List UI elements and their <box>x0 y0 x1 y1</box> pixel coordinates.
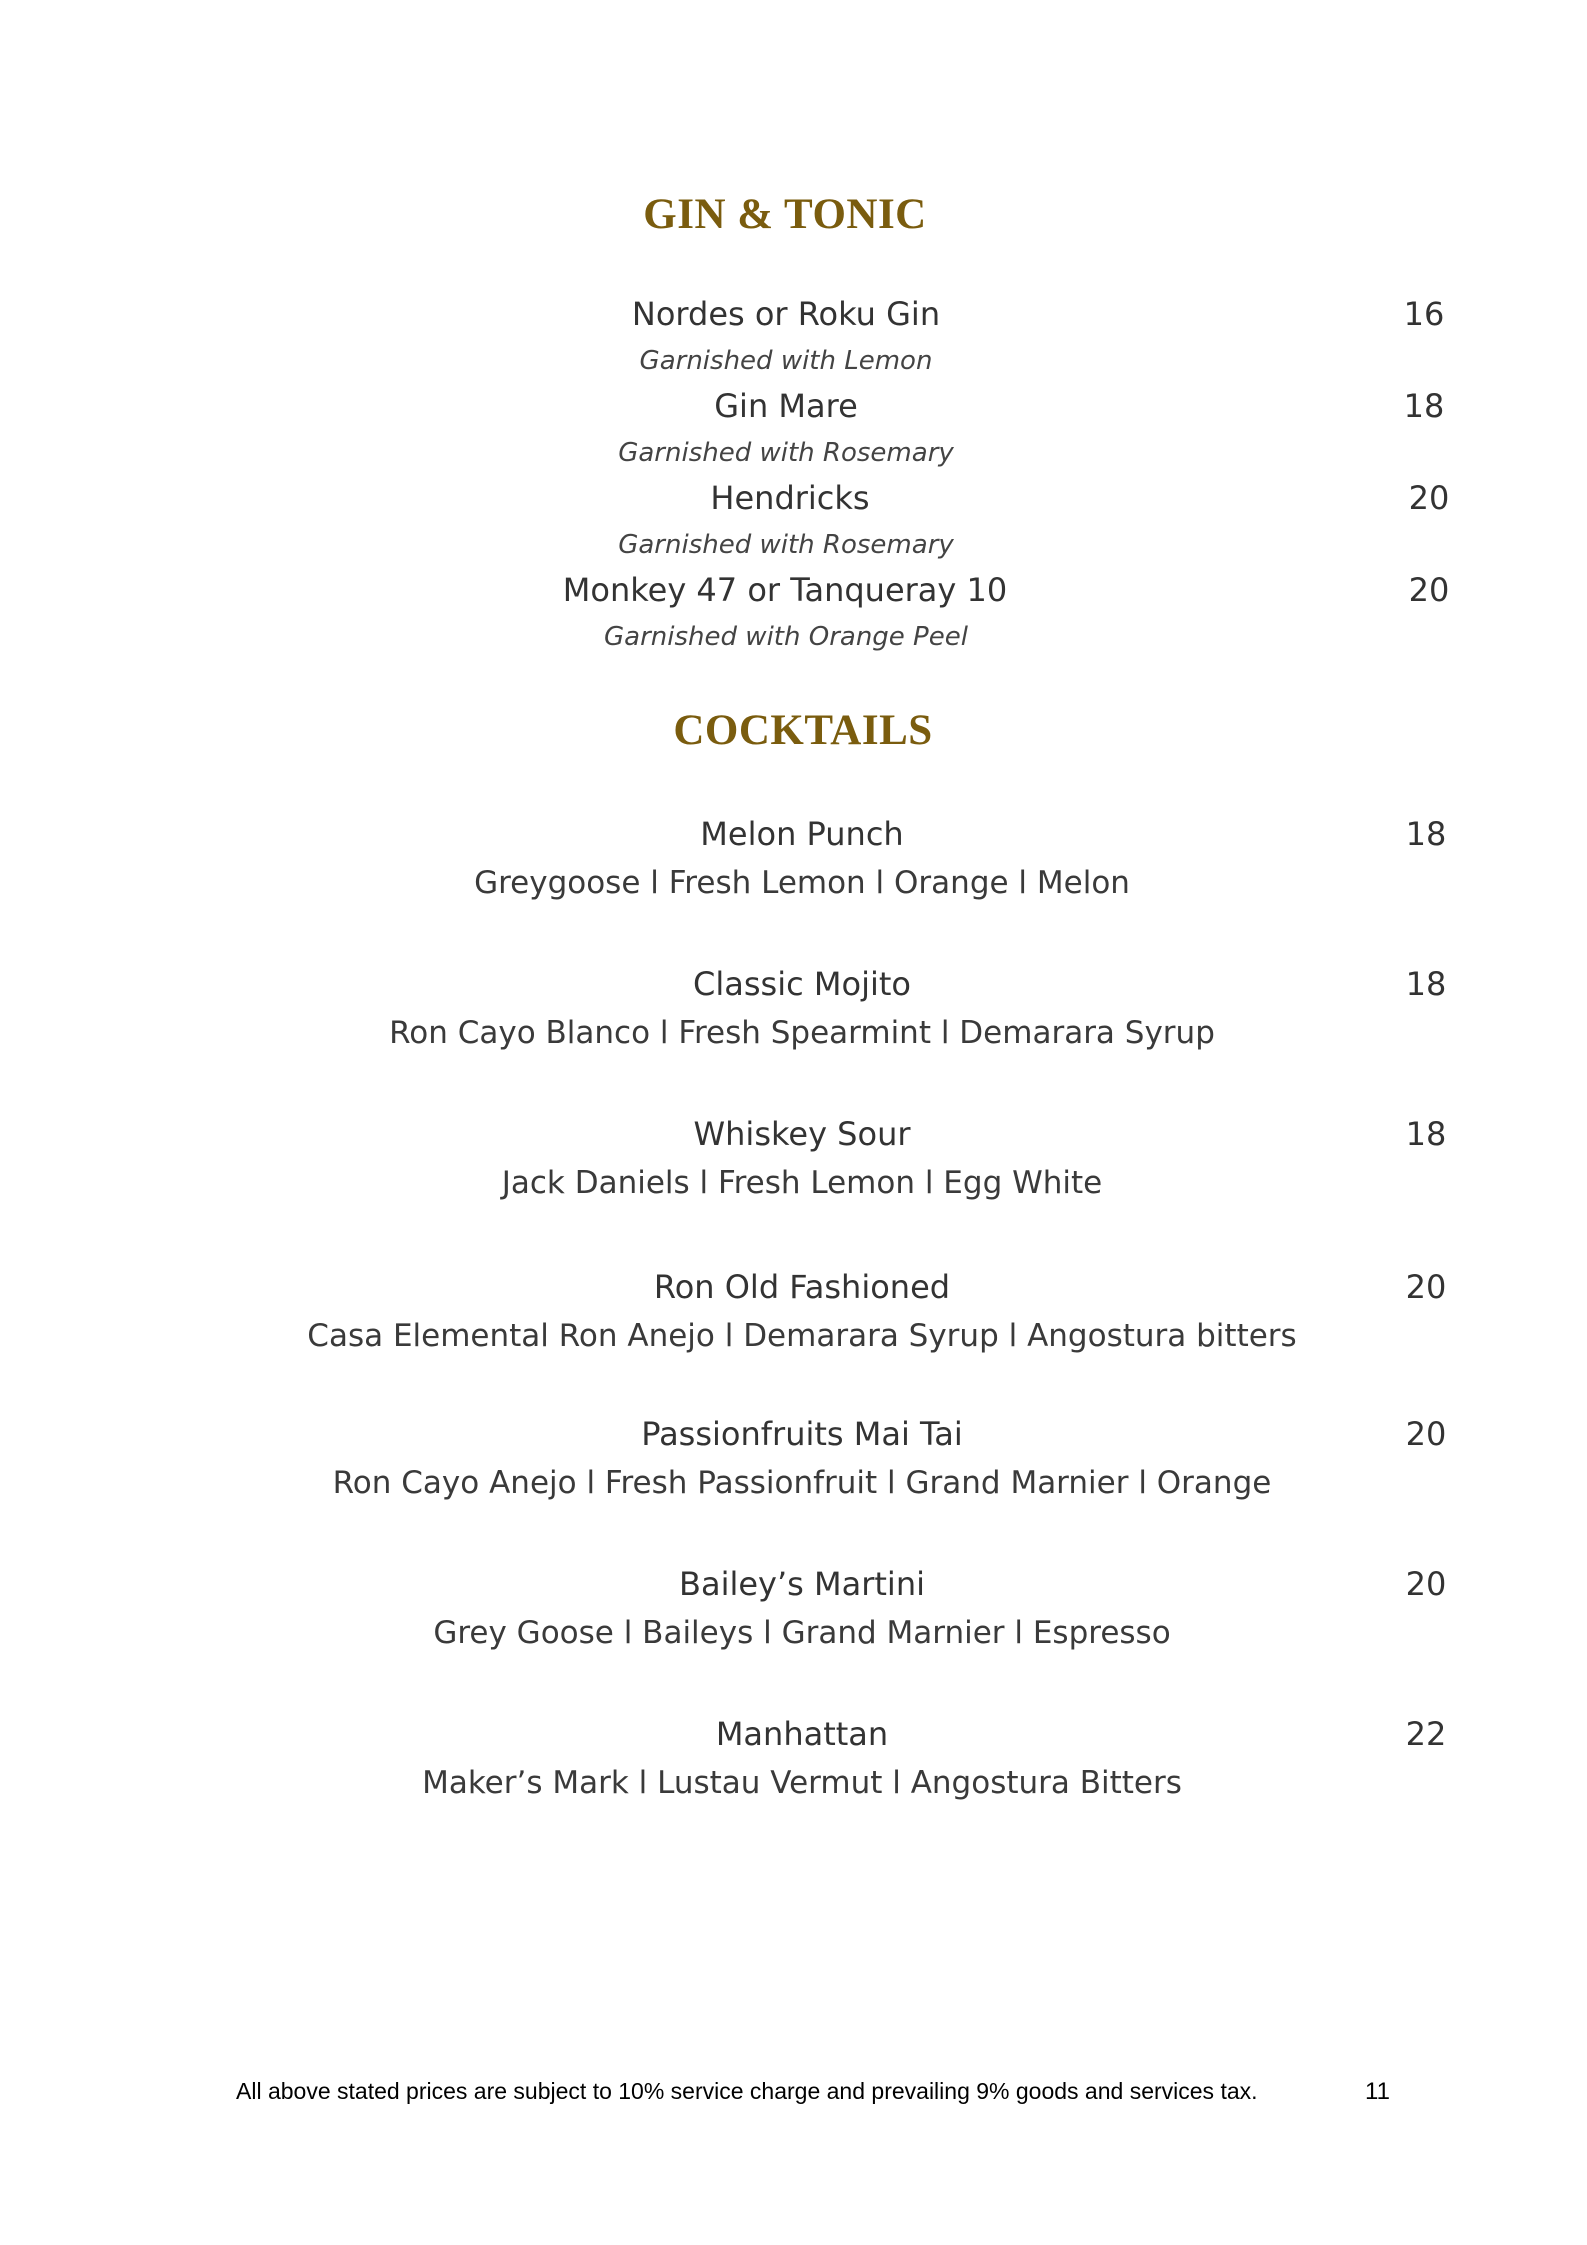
cocktail-price: 18 <box>1405 815 1447 853</box>
cocktail-name: Passionfruits Mai Tai <box>641 1415 963 1453</box>
cocktail-name: Bailey’s Martini <box>679 1565 925 1603</box>
cocktail-price: 20 <box>1405 1565 1447 1603</box>
cocktail-price: 20 <box>1405 1415 1447 1453</box>
gin-item-name: Hendricks <box>710 479 870 517</box>
gin-item-name: Gin Mare <box>714 387 858 425</box>
cocktail-ingredients: Greygoose l Fresh Lemon l Orange l Melon <box>474 865 1130 901</box>
cocktail-name: Ron Old Fashioned <box>653 1268 951 1306</box>
cocktail-price: 22 <box>1405 1715 1447 1753</box>
cocktail-price: 18 <box>1405 965 1447 1003</box>
gin-item-garnish: Garnished with Rosemary <box>618 530 954 560</box>
gin-item-name: Monkey 47 or Tanqueray 10 <box>562 571 1008 609</box>
cocktail-ingredients: Ron Cayo Anejo l Fresh Passionfruit l Grand Marnier l Orange <box>332 1465 1272 1501</box>
cocktail-ingredients: Ron Cayo Blanco l Fresh Spearmint l Demarara Syrup <box>389 1015 1215 1051</box>
cocktail-ingredients: Jack Daniels l Fresh Lemon l Egg White <box>501 1165 1103 1201</box>
gin-item-garnish: Garnished with Lemon <box>639 346 933 376</box>
gin-item-price: 20 <box>1408 571 1450 609</box>
cocktail-ingredients: Maker’s Mark l Lustau Vermut l Angostura Bitters <box>422 1765 1182 1801</box>
gin-item-price: 18 <box>1403 387 1445 425</box>
gin-item-price: 20 <box>1408 479 1450 517</box>
cocktail-name: Melon Punch <box>700 815 904 853</box>
cocktail-price: 20 <box>1405 1268 1447 1306</box>
cocktail-price: 18 <box>1405 1115 1447 1153</box>
gin-tonic-heading: GIN & TONIC <box>643 191 927 238</box>
gin-item-name: Nordes or Roku Gin <box>631 295 941 333</box>
gin-item-garnish: Garnished with Rosemary <box>618 438 954 468</box>
cocktail-name: Manhattan <box>715 1715 889 1753</box>
gin-item-price: 16 <box>1403 295 1445 333</box>
cocktail-ingredients: Casa Elemental Ron Anejo l Demarara Syrup l Angostura bitters <box>307 1318 1297 1354</box>
cocktails-heading: COCKTAILS <box>673 707 933 754</box>
cocktail-name: Whiskey Sour <box>693 1115 911 1153</box>
cocktail-name: Classic Mojito <box>693 965 911 1003</box>
page-number: 11 <box>1365 2078 1390 2105</box>
cocktail-ingredients: Grey Goose l Baileys l Grand Marnier l Espresso <box>433 1615 1171 1651</box>
gin-item-garnish: Garnished with Orange Peel <box>604 622 968 652</box>
footer-note: All above stated prices are subject to 10% service charge and prevailing 9% goods and services tax. <box>236 2078 1258 2104</box>
